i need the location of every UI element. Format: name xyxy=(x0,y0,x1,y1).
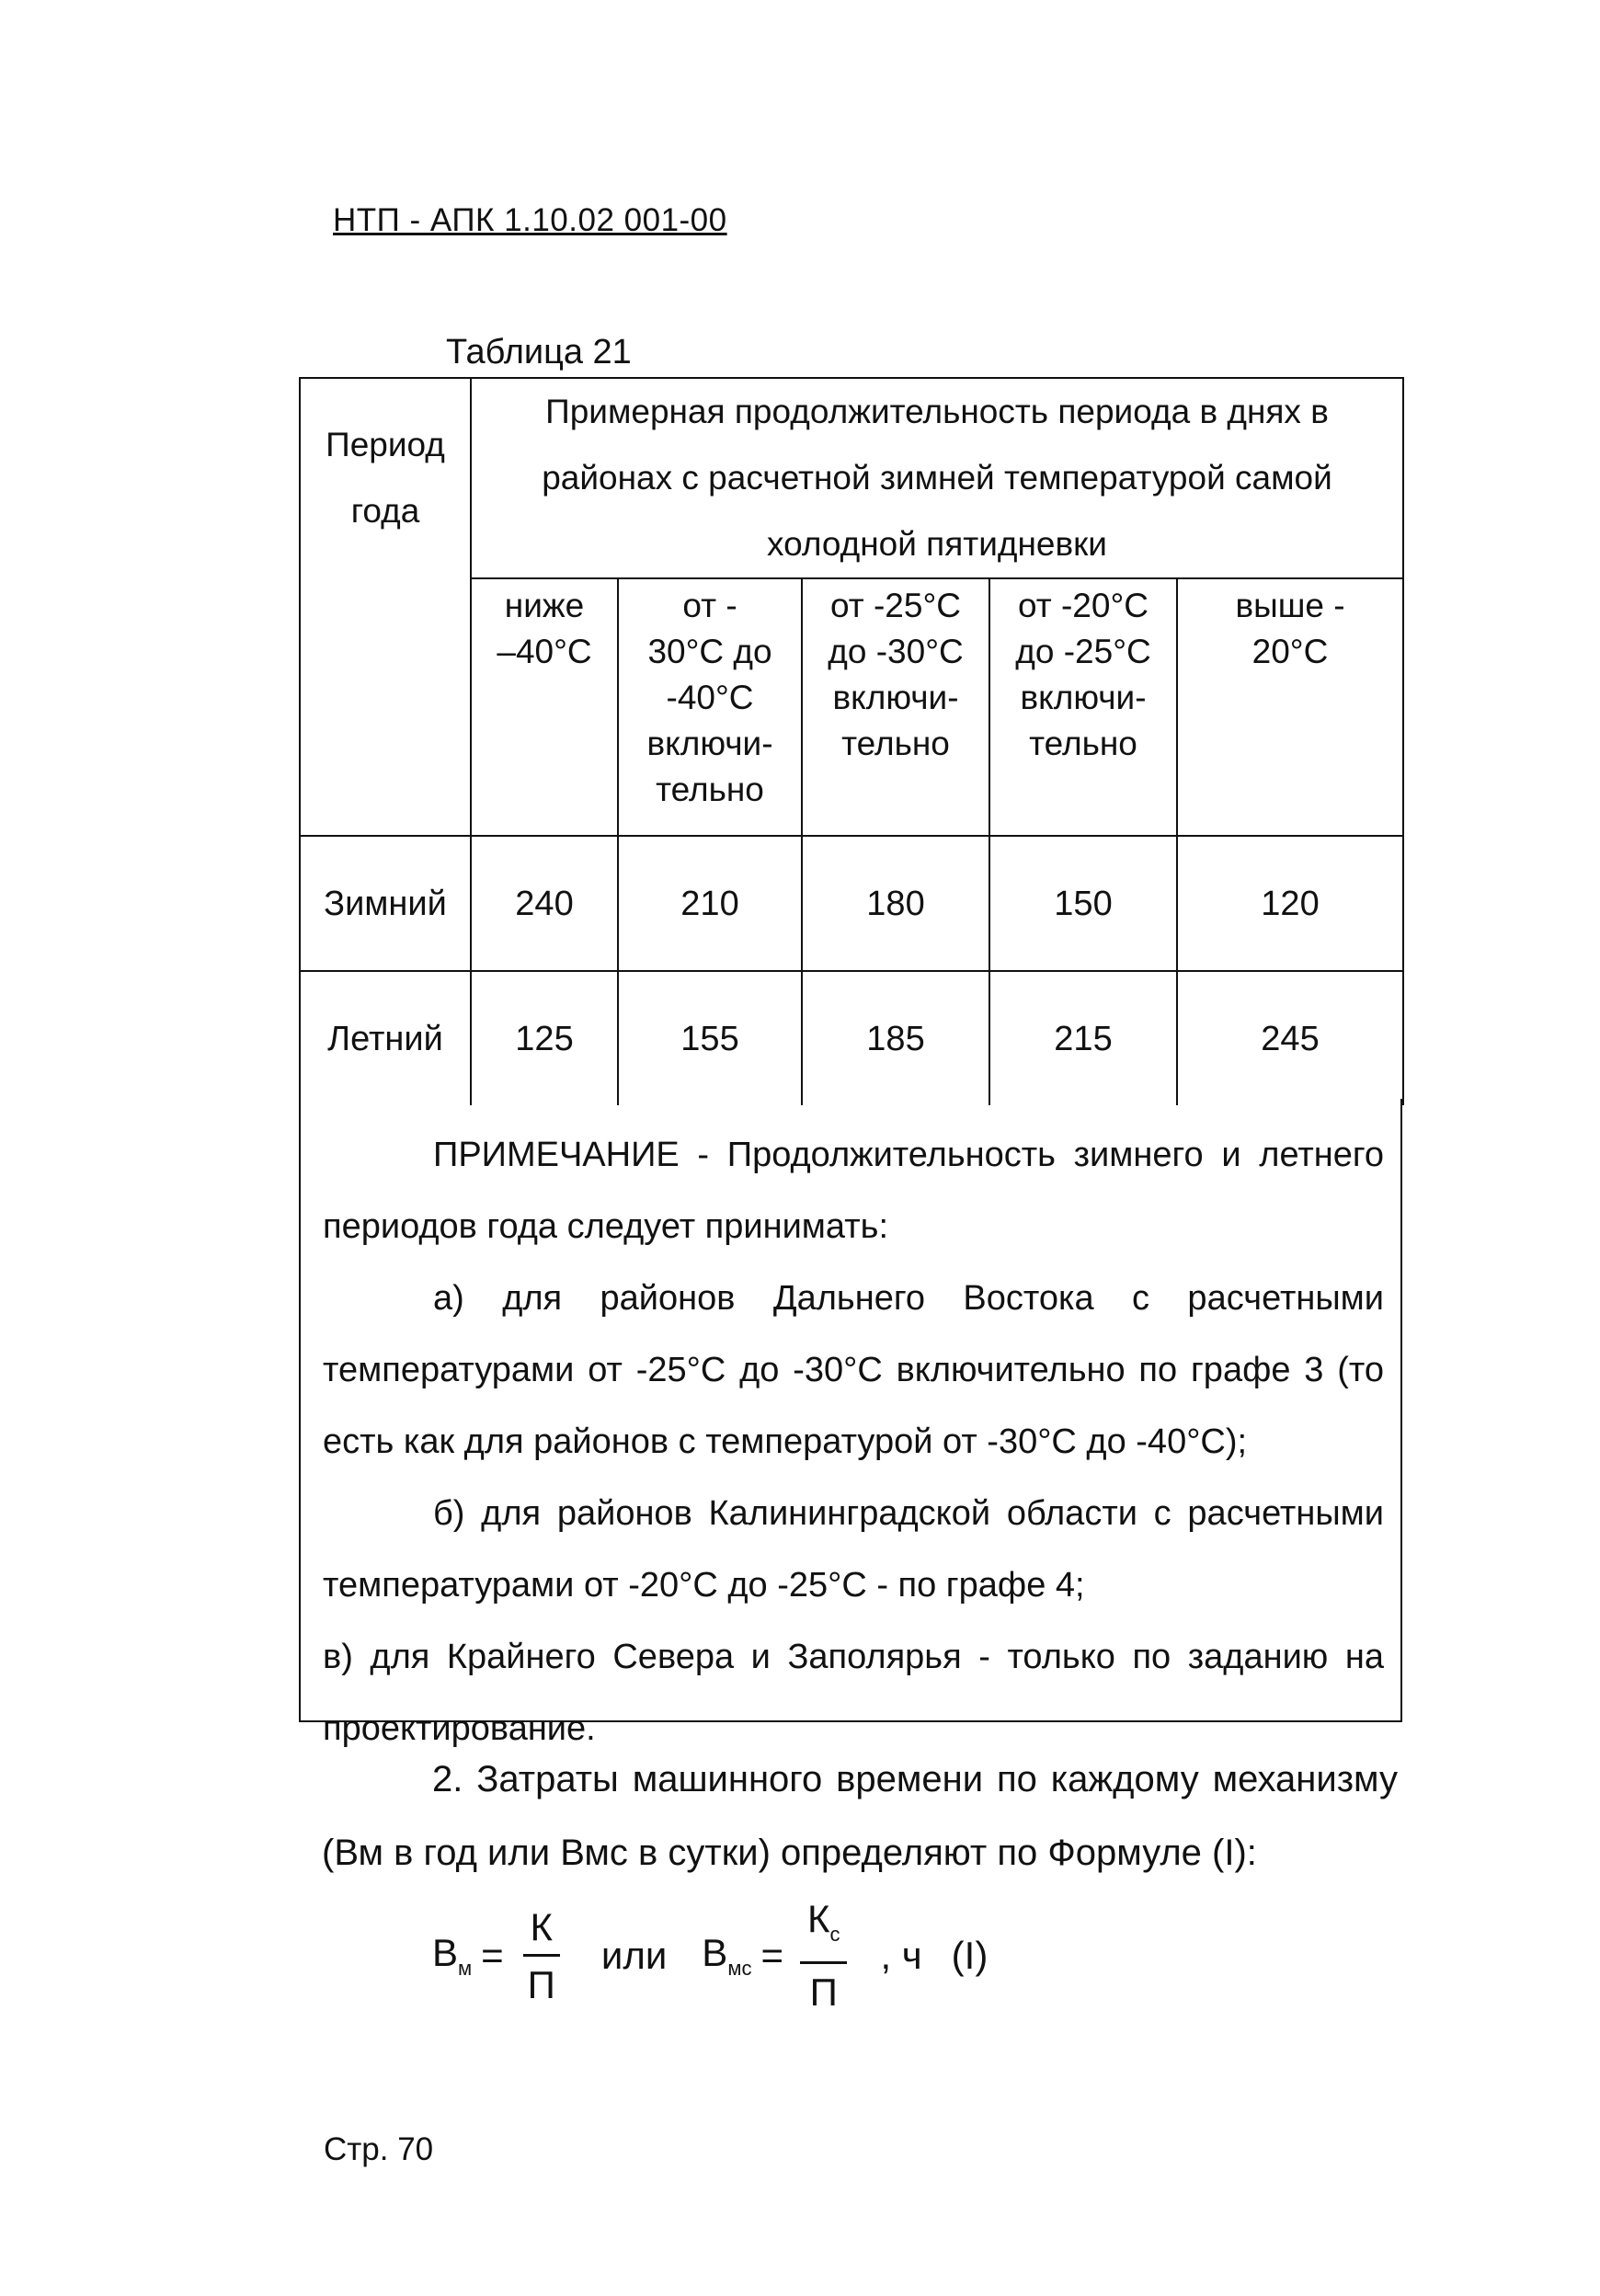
subheader-line: 30°С до xyxy=(647,633,772,670)
subheader-line: включи- xyxy=(1020,679,1147,716)
period-header: Период года xyxy=(300,378,471,836)
table-caption: Таблица 21 xyxy=(446,333,632,371)
fraction-1: $\frac{К}{П}$ xyxy=(520,1902,563,2010)
subheader-col-3 xyxy=(802,578,989,836)
subheader-line: 20°С xyxy=(1251,633,1329,670)
document-code: НТП - АПК 1.10.02 001-00 xyxy=(333,202,727,238)
formula-label: (I) xyxy=(951,1934,989,1977)
formula-lhs-1: $В_м$ xyxy=(432,1931,473,1980)
table-cell: 180 xyxy=(802,836,989,971)
table-cell: 120 xyxy=(1177,836,1403,971)
subheader-line: тельно xyxy=(841,725,950,762)
table-cell: 210 xyxy=(618,836,802,971)
subheader-line: до -30°С xyxy=(828,633,964,670)
table-cell: 150 xyxy=(989,836,1177,971)
table-row xyxy=(300,971,1403,1105)
note-item-c: в) для Крайнего Севера и Заполярья - только по заданию на проектирование. xyxy=(323,1638,1384,1748)
subheader-line: от - xyxy=(682,587,737,624)
note-paragraph: ПРИМЕЧАНИЕ - Продолжительность зимнего и летнего периодов года следует принимать: xyxy=(323,1136,1384,1246)
table-cell: 125 xyxy=(471,971,618,1105)
subheader-col-1 xyxy=(471,578,618,836)
group-header: Примерная продолжительность периода в днях в районах с расчетной зимней температурой самой холодной пятидневки xyxy=(471,378,1403,578)
subheader-line: ниже xyxy=(504,587,585,624)
table-cell: 155 xyxy=(618,971,802,1105)
subheader-line: включи- xyxy=(646,725,773,762)
subheader-col-2 xyxy=(618,578,802,836)
formula-lhs-2: $В_{мс}$ xyxy=(702,1931,752,1980)
page-number: Стр. 70 xyxy=(324,2131,434,2167)
fraction-2: $\frac{К_с}{П}$ xyxy=(800,1894,847,2017)
table-header-row xyxy=(300,378,1403,578)
subheader-col-4 xyxy=(989,578,1177,836)
note-item-a: а) для районов Дальнего Востока с расчетными температурами от -25°С до -30°С включительно по графе 3 (то есть как для районов с температурой от -30°С до -40°С); xyxy=(323,1279,1384,1461)
table-cell: 245 xyxy=(1177,971,1403,1105)
row-period-label: Зимний xyxy=(300,836,471,971)
subheader-line: -40°С xyxy=(666,679,754,716)
table-cell: 215 xyxy=(989,971,1177,1105)
table-note xyxy=(299,1099,1402,1748)
body-paragraph: 2. Затраты машинного времени по каждому механизму (Вм в год или Вмс в сутки) определяют по Формуле (I): xyxy=(322,1759,1398,1873)
subheader-col-5 xyxy=(1177,578,1403,836)
subheader-line: –40°С xyxy=(497,633,592,670)
subheader-line: от -20°С xyxy=(1018,587,1149,624)
subheader-line: включи- xyxy=(832,679,959,716)
formula: $В_м$ = $\frac{К}{П}$ или $В_{мс}$ = $\frac{К_с}{П}$ , ч (I) xyxy=(432,1894,988,2017)
formula-unit: , ч xyxy=(880,1934,922,1977)
table-cell: 185 xyxy=(802,971,989,1105)
formula-or: или xyxy=(600,1934,668,1977)
table-row xyxy=(300,836,1403,971)
subheader-line: выше - xyxy=(1235,587,1345,624)
duration-table xyxy=(299,377,1404,1105)
table-cell: 240 xyxy=(471,836,618,971)
subheader-line: тельно xyxy=(656,771,764,808)
subheader-line: до -25°С xyxy=(1015,633,1151,670)
note-item-b: б) для районов Калининградской области с расчетными температурами от -20°С до -25°С - по графе 4; xyxy=(323,1494,1384,1605)
subheader-line: тельно xyxy=(1029,725,1137,762)
row-period-label: Летний xyxy=(300,971,471,1105)
subheader-line: от -25°С xyxy=(830,587,961,624)
